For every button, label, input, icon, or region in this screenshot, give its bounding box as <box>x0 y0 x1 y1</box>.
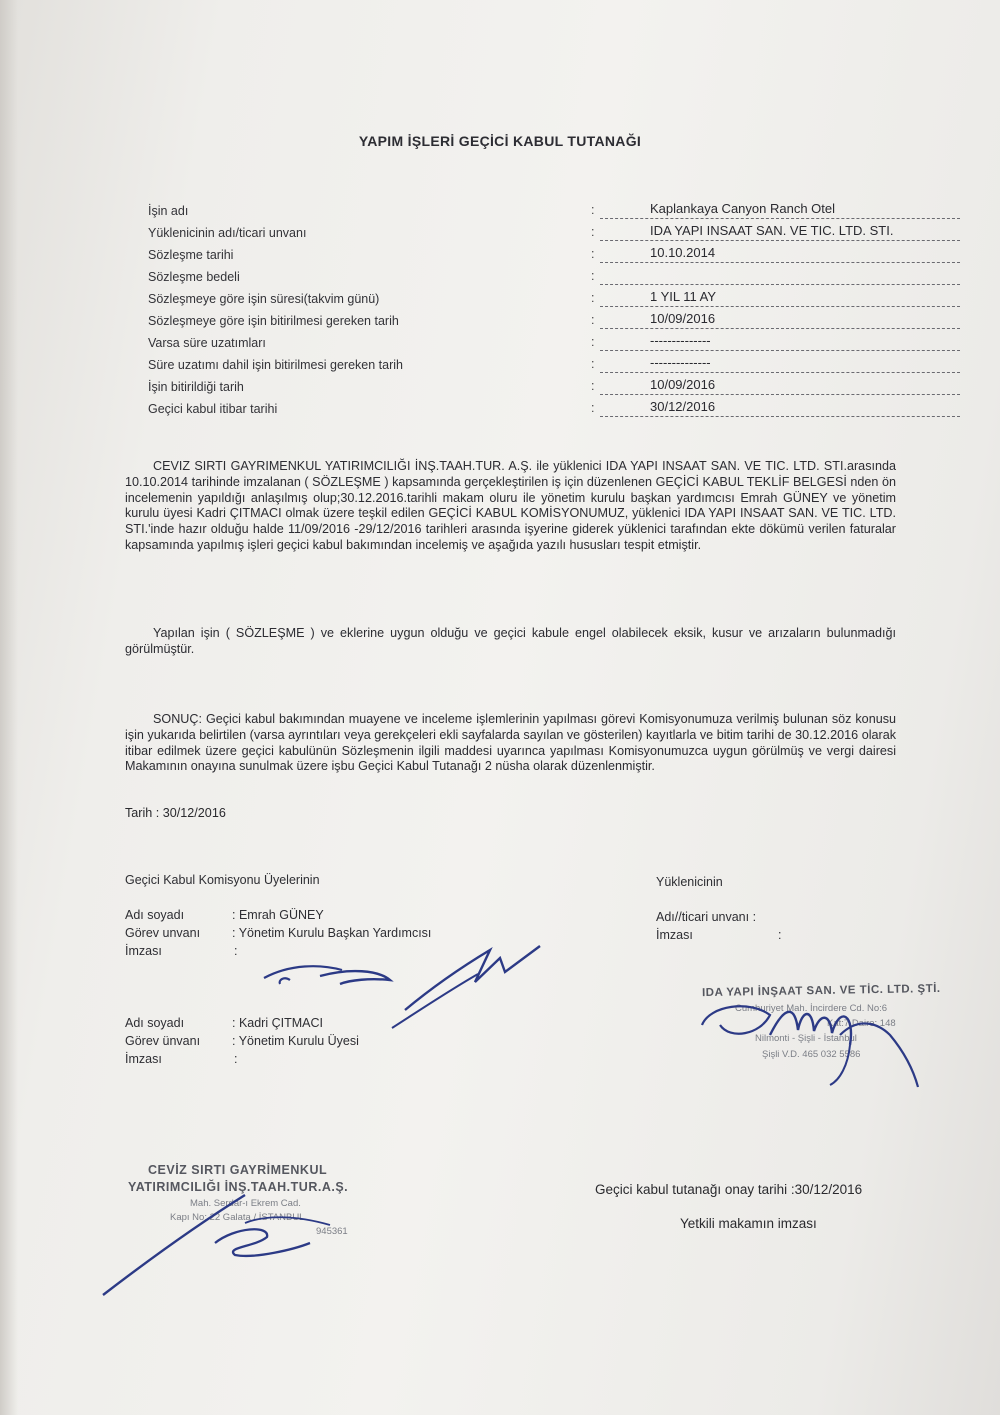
info-row <box>148 223 960 244</box>
company-stamp-line3: Mah. Serdar-ı Ekrem Cad. <box>190 1198 301 1209</box>
approval-signature-label: Yetkili makamın imzası <box>680 1216 817 1231</box>
info-value: 10/09/2016 <box>600 311 960 329</box>
signature-company <box>95 1185 355 1300</box>
result-paragraph: SONUÇ: Geçici kabul bakımından muayene ve inceleme işlemlerinin yapılması görevi Komisyonumuza verilmiş bulunan söz konusu işin yukarıda belirtilen (varsa ayrıntıları veya gerekçeleri ekli sayfalarda sayılan ve gösterilen) kayıtlarla ve bitim tarihi de 30.12.2016 olarak itibar edilmek üzere geçici kabulünün Sözleşmenin ilgili maddesi uyarınca yapılması Komisyonumuzca uygun görülmüş ve vergi dairesi Makamının onayına sunulmak üzere işbu Geçici Kabul Tutanağı 2 nüsha olarak düzenlenmiştir. <box>125 712 896 774</box>
body-paragraph-1: CEVIZ SIRTI GAYRIMENKUL YATIRIMCILIĞI İNŞ.TAAH.TUR. A.Ş. ile yüklenici IDA YAPI INSAAT SAN. VE TIC. LTD. STI.arasında 10.10.2014 tarihinde imzalanan ( SÖZLEŞME ) kapsamında gerçekleştirilen iş için düzenlenen GEÇİCİ KABUL TEKLİF BELGESİ nden ön incelemenin yapıldığı anlaşılmış olup;30.12.2016.tarihli makam oluru ile yönetim kurulu başkan yardımcısı Emrah GÜNEY ve yönetim kurulu üyesi Kadri ÇITMACI olmak üzere teşkil edilen GEÇİCİ KABUL KOMİSYONUMUZ, yüklenici IDA YAPI INSAAT SAN. VE TIC. LTD. STI.'inde hazır olduğu halde 11/09/2016 -29/12/2016 tarihleri arasında işyerine giderek yüklenici tarafından ekte dökümü verilen faturalar kapsamında yapılmış işleri geçici kabul bakımından incelemiş ve aşağıda yazılı hususları tespit etmiştir. <box>125 459 896 552</box>
info-label: Sözleşme tarihi <box>148 248 234 262</box>
info-colon: : <box>591 291 595 305</box>
document-title: YAPIM İŞLERİ GEÇİCİ KABUL TUTANAĞI <box>358 133 642 149</box>
info-colon: : <box>591 401 595 415</box>
info-row <box>148 311 960 332</box>
member2-role: : Yönetim Kurulu Üyesi <box>232 1034 359 1048</box>
member2-sign-label: İmzası <box>125 1052 162 1066</box>
member1-sign-label: İmzası <box>125 944 162 958</box>
member1-role-label: Görev unvanı <box>125 926 201 940</box>
info-value: 30/12/2016 <box>600 399 960 417</box>
info-colon: : <box>591 225 595 239</box>
document-date: Tarih : 30/12/2016 <box>125 806 226 820</box>
company-stamp-line1: CEVİZ SIRTI GAYRİMENKUL <box>148 1163 328 1177</box>
member1-role: : Yönetim Kurulu Başkan Yardımcısı <box>232 926 432 940</box>
info-label: Süre uzatımı dahil işin bitirilmesi gereken tarih <box>148 358 403 372</box>
info-label: İşin bitirildiği tarih <box>148 380 244 394</box>
contractor-name-label: Adı//ticari unvanı : <box>656 910 757 924</box>
info-colon: : <box>591 335 595 349</box>
member2-sign-colon: : <box>234 1052 238 1066</box>
info-row <box>148 245 960 266</box>
contractor-sign-label: İmzası <box>656 928 693 942</box>
info-label: Geçici kabul itibar tarihi <box>148 402 278 416</box>
contractor-stamp-line2: Kat:7 Daire: 148 <box>827 1018 896 1029</box>
info-label: Sözleşme bedeli <box>148 270 240 284</box>
info-value: IDA YAPI INSAAT SAN. VE TIC. LTD. STI. <box>600 223 960 241</box>
info-row <box>148 267 960 288</box>
info-row <box>148 201 960 222</box>
info-row <box>148 289 960 310</box>
member2-role-label: Görev ünvanı <box>125 1034 201 1048</box>
member1-sign-colon: : <box>234 944 238 958</box>
info-value <box>600 267 960 285</box>
info-colon: : <box>591 357 595 371</box>
member2-name: : Kadri ÇITMACI <box>232 1016 323 1030</box>
contractor-stamp-line3: Nilmonti - Şişli - İstanbul <box>755 1033 857 1044</box>
contractor-stamp-line1: Cumhuriyet Mah. İncirdere Cd. No:6 <box>735 1003 888 1014</box>
info-value: -------------- <box>600 355 960 373</box>
info-label: Sözleşmeye göre işin bitirilmesi gereken tarih <box>148 314 399 328</box>
contractor-stamp-title: IDA YAPI İNŞAAT SAN. VE TİC. LTD. ŞTİ. <box>701 982 941 1000</box>
info-label: Varsa süre uzatımları <box>148 336 266 350</box>
info-row <box>148 355 960 376</box>
company-stamp-line5: 945361 <box>316 1226 348 1237</box>
member1-name: : Emrah GÜNEY <box>232 908 324 922</box>
body-paragraph-2: Yapılan işin ( SÖZLEŞME ) ve eklerine uygun olduğu ve geçici kabule engel olabilecek eksik, kusur ve arızaların bulunmadığı görülmüştür. <box>125 626 896 656</box>
info-row <box>148 377 960 398</box>
member1-name-label: Adı soyadı <box>125 908 185 922</box>
info-colon: : <box>591 379 595 393</box>
info-row <box>148 399 960 420</box>
info-label: Yüklenicinin adı/ticari unvanı <box>148 226 307 240</box>
approval-date: Geçici kabul tutanağı onay tarihi :30/12/2016 <box>595 1182 863 1197</box>
committee-heading: Geçici Kabul Komisyonu Üyelerinin <box>125 873 320 887</box>
info-colon: : <box>591 313 595 327</box>
member2-name-label: Adı soyadı <box>125 1016 185 1030</box>
info-value: Kaplankaya Canyon Ranch Otel <box>600 201 960 219</box>
contractor-sign-colon: : <box>778 928 782 942</box>
info-colon: : <box>591 269 595 283</box>
signature-contractor <box>690 985 930 1095</box>
info-value: -------------- <box>600 333 960 351</box>
company-stamp-line2: YATIRIMCILIĞI İNŞ.TAAH.TUR.A.Ş. <box>128 1180 349 1194</box>
info-label: Sözleşmeye göre işin süresi(takvim günü) <box>148 292 380 306</box>
info-value: 10.10.2014 <box>600 245 960 263</box>
info-colon: : <box>591 247 595 261</box>
contractor-heading: Yüklenicinin <box>656 875 723 889</box>
info-value: 1 YIL 11 AY <box>600 289 960 307</box>
info-colon: : <box>591 203 595 217</box>
company-stamp-line4: Kapı No: 22 Galata / İSTANBUL <box>170 1212 305 1223</box>
signature-emrah-guney <box>250 940 550 1050</box>
contractor-stamp-line4: Şişli V.D. 465 032 5586 <box>762 1049 861 1060</box>
info-value: 10/09/2016 <box>600 377 960 395</box>
info-label: İşin adı <box>148 204 189 218</box>
info-row <box>148 333 960 354</box>
